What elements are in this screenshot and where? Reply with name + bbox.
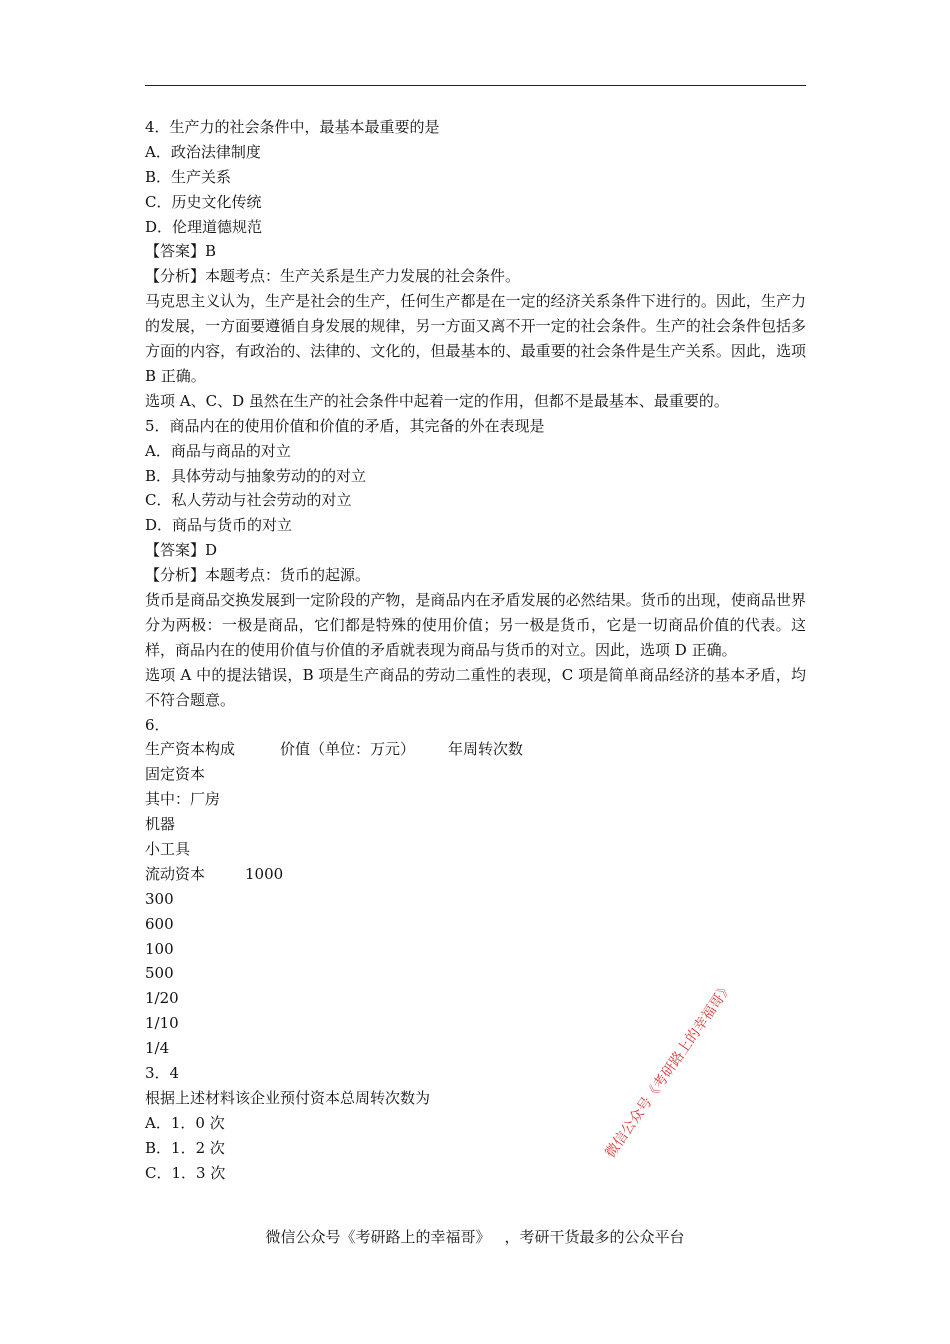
q4-answer: 【答案】B (145, 242, 217, 261)
page-footer (0, 1225, 950, 1249)
q5-answer: 【答案】D (145, 541, 218, 560)
q6-row-machine: 机器 (145, 815, 176, 834)
q5-analysis-head: 【分析】本题考点：货币的起源。 (145, 566, 371, 585)
q6-row-tools: 小工具 (145, 839, 191, 858)
q5-option-d: D．商品与货币的对立 (145, 516, 293, 535)
q4-analysis-tail: 选项 A、C、D 虽然在生产的社会条件中起着一定的作用，但都不是最基本、最重要的。 (145, 391, 729, 410)
q6-option-b: B．1．2 次 (145, 1138, 225, 1157)
q4-option-c: C．历史文化传统 (145, 192, 262, 211)
watermark-stamp: 微信公众号《考研路上的幸福哥》 (602, 979, 737, 1161)
q6-row-current-label: 流动资本 (145, 864, 206, 883)
q6-value: 1/4 (145, 1039, 170, 1058)
q6-option-a: A．1．0 次 (145, 1113, 225, 1132)
q6-header-turnover: 年周转次数 (448, 740, 524, 759)
q4-option-b: B．生产关系 (145, 167, 232, 186)
q6-option-c: C．1．3 次 (145, 1163, 226, 1182)
q4-analysis-head: 【分析】本题考点：生产关系是生产力发展的社会条件。 (145, 267, 521, 286)
q6-value: 300 (145, 889, 174, 908)
q6-header-value: 价值（单位：万元） (280, 740, 416, 759)
footer-right: ，考研干货最多的公众平台 (504, 1228, 685, 1246)
header-rule (145, 85, 806, 86)
q5-option-c: C．私人劳动与社会劳动的对立 (145, 491, 352, 510)
q6-row-current (145, 862, 806, 887)
q5-analysis-body: 货币是商品交换发展到一定阶段的产物，是商品内在矛盾发展的必然结果。货币的出现，使商品世界分为两极：一极是商品，它们都是特殊的使用价值；另一极是货币，它是一切商品价值的代表。这样，商品内在的使用价值与价值的矛盾就表现为商品与货币的对立。因此，选项 D 正确。 (145, 590, 806, 659)
q6-value: 3．4 (145, 1063, 180, 1082)
footer-left: 微信公众号《考研路上的幸福哥》 (265, 1228, 491, 1246)
q6-value: 600 (145, 914, 174, 933)
q6-value: 1/20 (145, 989, 179, 1008)
q6-value-1000: 1000 (245, 864, 284, 883)
q4-option-d: D．伦理道德规范 (145, 217, 263, 236)
q6-row-plant: 其中：厂房 (145, 790, 221, 809)
q6-value: 100 (145, 939, 174, 958)
q6-table-header (145, 737, 806, 762)
q5-option-a: A．商品与商品的对立 (145, 441, 291, 460)
q5-option-b: B．具体劳动与抽象劳动的的对立 (145, 466, 367, 485)
q6-value: 500 (145, 964, 174, 983)
q4-option-a: A．政治法律制度 (145, 142, 261, 161)
q6-value: 1/10 (145, 1014, 179, 1033)
q5-stem: 5．商品内在的使用价值和价值的矛盾，其完备的外在表现是 (145, 416, 545, 435)
q4-stem: 4．生产力的社会条件中，最基本最重要的是 (145, 118, 440, 136)
q6-row-fixed: 固定资本 (145, 765, 206, 784)
q6-header-composition: 生产资本构成 (145, 740, 236, 759)
q5-analysis-tail: 选项 A 中的提法错误，B 项是生产商品的劳动二重性的表现，C 项是简单商品经济的基本矛盾，均不符合题意。 (145, 665, 806, 709)
q4-analysis-body: 马克思主义认为，生产是社会的生产，任何生产都是在一定的经济关系条件下进行的。因此，生产力的发展，一方面要遵循自身发展的规律，另一方面又离不开一定的社会条件。生产的社会条件包括多方面的内容，有政治的、法律的、文化的，但最基本的、最重要的社会条件是生产关系。因此，选项 B 正确。 (145, 292, 806, 385)
q6-number: 6． (145, 715, 170, 734)
q6-stem: 根据上述材料该企业预付资本总周转次数为 (145, 1088, 431, 1107)
